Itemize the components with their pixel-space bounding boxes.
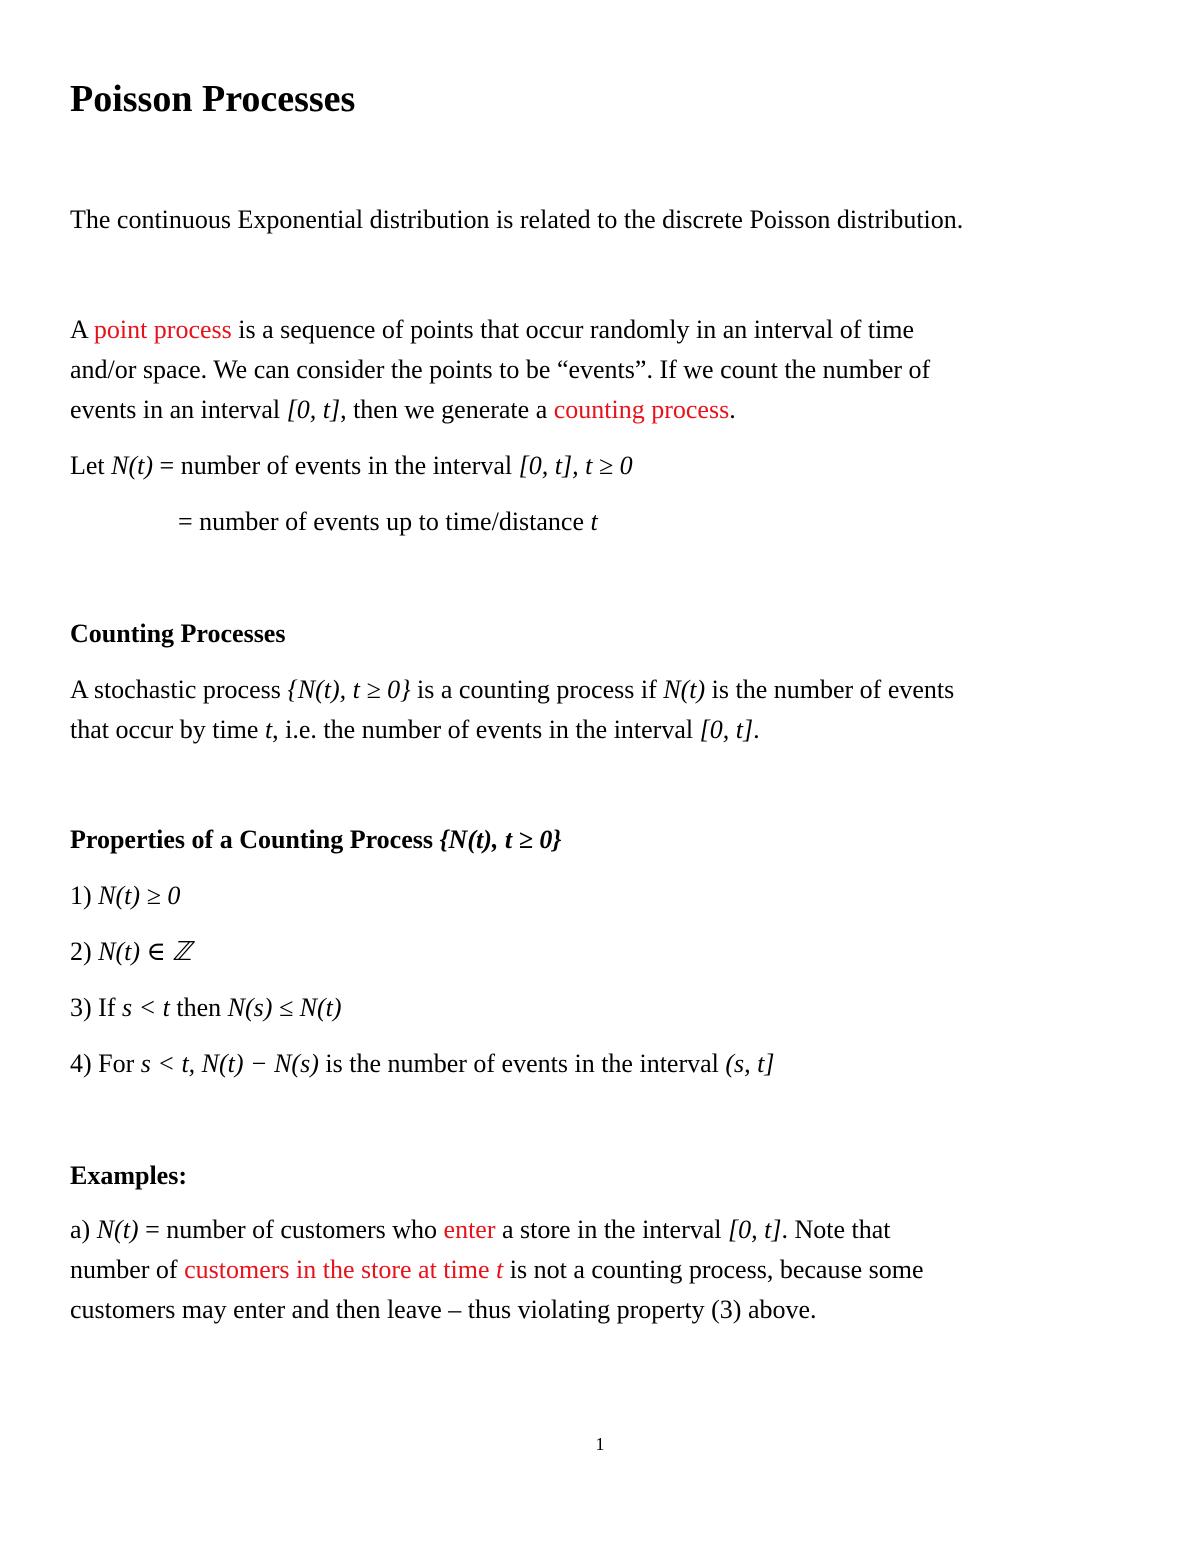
definition-line-2 [178,502,1200,542]
term-counting-process: counting process [553,395,730,424]
paragraph-line [70,1210,1130,1250]
math-expr: {N(t), t ≥ 0} [287,675,411,704]
text-span: 3) If [70,993,122,1022]
math-expr: s < t, N(t) − N(s) [140,1049,319,1078]
math-expr: [0, t] [699,715,754,744]
math-expr: [0, t] [728,1215,782,1244]
text-span: that occur by time [70,715,265,744]
property-item-4 [70,1044,1130,1084]
math-expr: N(t) [96,1215,139,1244]
text-span: 4) For [70,1049,141,1078]
math-interval: [0, t] [286,395,341,424]
point-process-paragraph [70,310,1130,430]
paragraph-line: and/or space. We can consider the points to be “events”. If we count the number of [70,355,931,384]
math-expr: N(t) [111,451,154,480]
property-item-3 [70,988,1130,1028]
property-item-1 [70,876,1130,916]
text-span: . [729,395,736,424]
paragraph-line: customers may enter and then leave – thus violating property (3) above. [70,1295,817,1324]
property-item-2 [70,932,1130,972]
math-expr: N(s) ≤ N(t) [227,993,342,1022]
term-point-process: point process [93,315,232,344]
text-span: Let [70,451,112,480]
math-expr: t [264,715,273,744]
intro-paragraph: The continuous Exponential distribution is related to the discrete Poisson distribution. [70,205,964,234]
text-span: , i.e. the number of events in the interval [272,715,700,744]
page-title: Poisson Processes [70,78,356,120]
text-span: . [753,715,760,744]
section-heading-counting-processes: Counting Processes [70,619,286,648]
text-span: A [70,315,94,344]
example-paragraph [70,1210,1130,1330]
text-span: = number of events up to time/distance [178,507,591,536]
text-span: is a sequence of points that occur randomly in an interval of time [231,315,915,344]
text-span: 1) [70,881,99,910]
text-span: . Note that [781,1215,891,1244]
text-span: 2) [70,937,99,966]
section-heading-examples: Examples: [70,1161,187,1190]
text-span: = number of events in the interval [153,451,519,480]
paragraph-line [70,390,1130,430]
text-span: , then we generate a [340,395,554,424]
section-heading-properties [70,820,1130,860]
text-span: events in an interval [70,395,287,424]
text-span: is the number of events in the interval [318,1049,726,1078]
paragraph-line [70,670,1130,710]
math-expr: s < t [121,993,170,1022]
math-expr: N(t) ≥ 0 [98,881,181,910]
paragraph-line [70,710,1130,750]
math-expr: (s, t] [725,1049,775,1078]
math-expr: t [590,507,598,536]
paragraph-line [70,1250,1130,1290]
math-expr: {N(t), t ≥ 0} [439,825,562,854]
text-span: a) [70,1215,97,1244]
counting-process-paragraph [70,670,1130,750]
math-expr: N(t) ∈ ℤ [98,937,192,966]
math-expr: t [496,1255,504,1284]
definition-line-1 [70,446,1130,486]
term-enter: enter [443,1215,496,1244]
math-expr: N(t) [663,675,706,704]
text-span: Properties of a Counting Process [70,825,440,854]
text-span: a store in the interval [495,1215,728,1244]
text-span: then [169,993,228,1022]
text-span: is not a counting process, because some [503,1255,924,1284]
text-span: A stochastic process [70,675,288,704]
text-span: = number of customers who [138,1215,444,1244]
paragraph-line [70,310,1130,350]
text-span: is the number of events [705,675,955,704]
term-customers-in-store: customers in the store at time [184,1255,497,1284]
text-span: is a counting process if [410,675,664,704]
text-span: number of [70,1255,185,1284]
math-expr: [0, t], t ≥ 0 [518,451,633,480]
page-number: 1 [595,1434,605,1454]
